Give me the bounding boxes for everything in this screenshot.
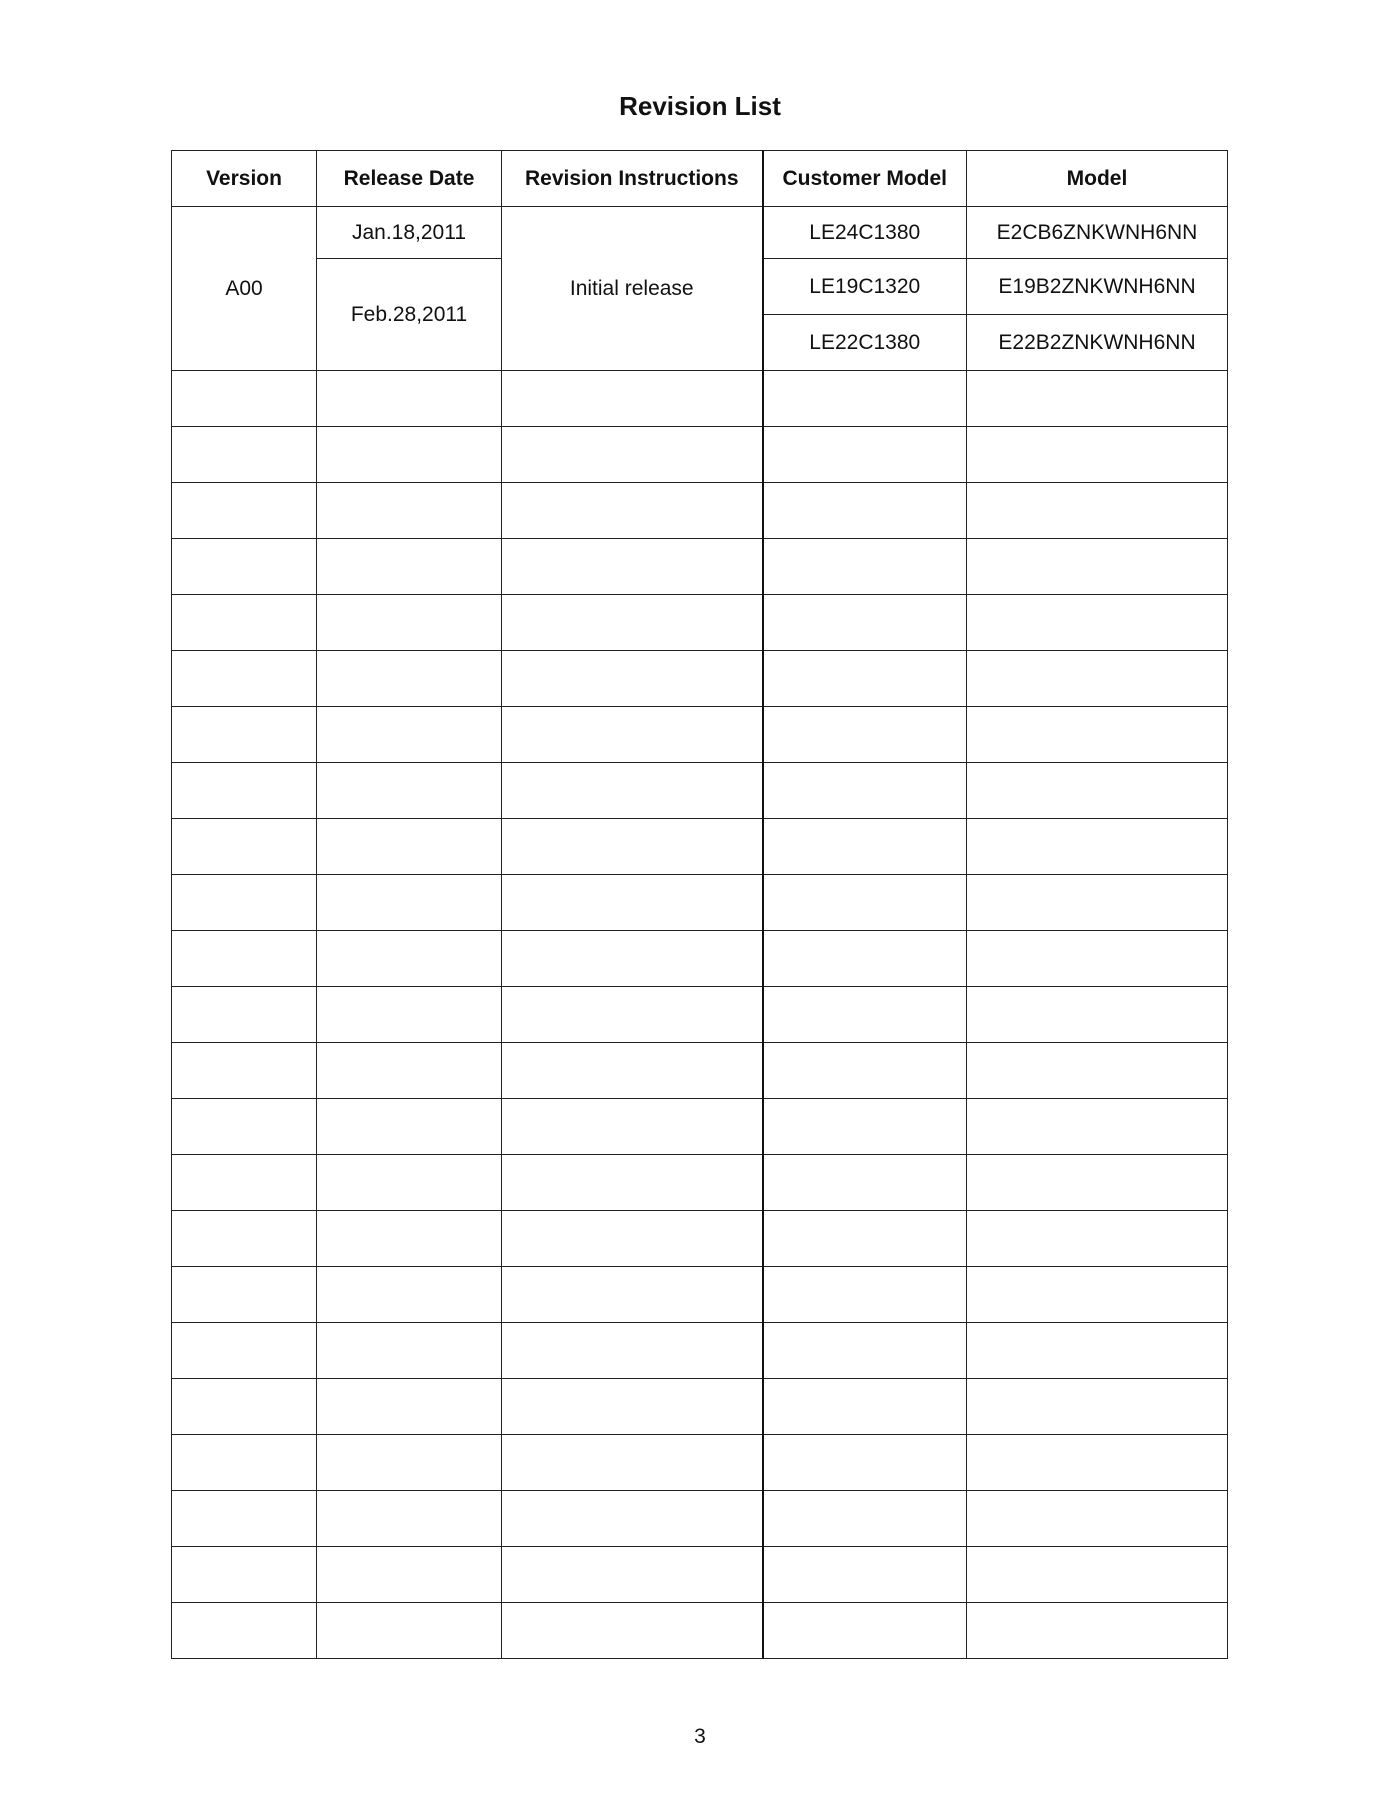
release-date-cell <box>317 371 502 427</box>
version-cell <box>172 1547 317 1603</box>
model-cell <box>967 595 1228 651</box>
revision-instructions-cell <box>502 1267 763 1323</box>
version-cell <box>172 931 317 987</box>
release-date-cell <box>317 1099 502 1155</box>
release-date-cell <box>317 427 502 483</box>
customer-model-cell <box>763 763 967 819</box>
empty-table-row <box>172 1211 1228 1267</box>
version-cell <box>172 1323 317 1379</box>
customer-model-cell: LE24C1380 <box>763 207 967 259</box>
release-date-cell <box>317 819 502 875</box>
header-revision-instructions: Revision Instructions <box>502 151 763 207</box>
version-cell <box>172 1043 317 1099</box>
empty-table-row <box>172 1547 1228 1603</box>
revision-instructions-cell <box>502 763 763 819</box>
model-cell <box>967 1267 1228 1323</box>
version-cell <box>172 1491 317 1547</box>
version-cell <box>172 651 317 707</box>
model-cell <box>967 1379 1228 1435</box>
customer-model-cell <box>763 987 967 1043</box>
version-cell <box>172 707 317 763</box>
empty-table-row <box>172 595 1228 651</box>
model-cell <box>967 1323 1228 1379</box>
customer-model-cell <box>763 371 967 427</box>
revision-instructions-cell <box>502 539 763 595</box>
empty-table-row <box>172 371 1228 427</box>
empty-table-row <box>172 875 1228 931</box>
revision-instructions-cell: Initial release <box>502 207 763 371</box>
revision-instructions-cell <box>502 1323 763 1379</box>
customer-model-cell <box>763 1435 967 1491</box>
customer-model-cell <box>763 427 967 483</box>
release-date-cell: Feb.28,2011 <box>317 259 502 371</box>
model-cell <box>967 1099 1228 1155</box>
version-cell <box>172 595 317 651</box>
revision-instructions-cell <box>502 1547 763 1603</box>
header-model: Model <box>967 151 1228 207</box>
empty-table-row <box>172 1379 1228 1435</box>
customer-model-cell <box>763 1491 967 1547</box>
release-date-cell <box>317 1603 502 1659</box>
revision-instructions-cell <box>502 987 763 1043</box>
model-cell <box>967 987 1228 1043</box>
release-date-cell <box>317 931 502 987</box>
revision-instructions-cell <box>502 1211 763 1267</box>
model-cell <box>967 651 1228 707</box>
model-cell <box>967 1435 1228 1491</box>
empty-table-row <box>172 1155 1228 1211</box>
empty-table-row <box>172 1043 1228 1099</box>
version-cell <box>172 427 317 483</box>
table-row <box>172 207 1228 259</box>
release-date-cell: Jan.18,2011 <box>317 207 502 259</box>
empty-table-row <box>172 539 1228 595</box>
version-cell: A00 <box>172 207 317 371</box>
header-row <box>172 151 1228 207</box>
header-customer-model: Customer Model <box>763 151 967 207</box>
revision-table <box>171 150 1228 1659</box>
version-cell <box>172 1379 317 1435</box>
header-release-date: Release Date <box>317 151 502 207</box>
model-cell <box>967 763 1228 819</box>
revision-instructions-cell <box>502 1099 763 1155</box>
model-cell <box>967 875 1228 931</box>
customer-model-cell: LE19C1320 <box>763 259 967 315</box>
empty-table-row <box>172 1323 1228 1379</box>
empty-table-row <box>172 707 1228 763</box>
release-date-cell <box>317 483 502 539</box>
revision-instructions-cell <box>502 427 763 483</box>
revision-instructions-cell <box>502 1043 763 1099</box>
revision-instructions-cell <box>502 595 763 651</box>
revision-instructions-cell <box>502 1435 763 1491</box>
revision-instructions-cell <box>502 931 763 987</box>
version-cell <box>172 875 317 931</box>
release-date-cell <box>317 707 502 763</box>
revision-instructions-cell <box>502 1491 763 1547</box>
customer-model-cell <box>763 1603 967 1659</box>
customer-model-cell <box>763 595 967 651</box>
empty-table-row <box>172 819 1228 875</box>
customer-model-cell <box>763 931 967 987</box>
revision-instructions-cell <box>502 483 763 539</box>
revision-instructions-cell <box>502 651 763 707</box>
model-cell <box>967 483 1228 539</box>
empty-table-row <box>172 1267 1228 1323</box>
customer-model-cell <box>763 875 967 931</box>
customer-model-cell <box>763 1043 967 1099</box>
customer-model-cell <box>763 1155 967 1211</box>
release-date-cell <box>317 763 502 819</box>
release-date-cell <box>317 651 502 707</box>
customer-model-cell <box>763 1267 967 1323</box>
page-number: 3 <box>694 1725 706 1748</box>
empty-table-row <box>172 763 1228 819</box>
release-date-cell <box>317 875 502 931</box>
customer-model-cell <box>763 1099 967 1155</box>
header-version: Version <box>172 151 317 207</box>
release-date-cell <box>317 1435 502 1491</box>
empty-table-row <box>172 1603 1228 1659</box>
release-date-cell <box>317 1491 502 1547</box>
version-cell <box>172 1155 317 1211</box>
empty-table-row <box>172 427 1228 483</box>
release-date-cell <box>317 1379 502 1435</box>
release-date-cell <box>317 1155 502 1211</box>
release-date-cell <box>317 595 502 651</box>
model-cell <box>967 1043 1228 1099</box>
customer-model-cell: LE22C1380 <box>763 315 967 371</box>
revision-instructions-cell <box>502 1603 763 1659</box>
version-cell <box>172 987 317 1043</box>
customer-model-cell <box>763 539 967 595</box>
model-cell <box>967 427 1228 483</box>
customer-model-cell <box>763 819 967 875</box>
model-cell: E2CB6ZNKWNH6NN <box>967 207 1228 259</box>
version-cell <box>172 1099 317 1155</box>
model-cell <box>967 1491 1228 1547</box>
version-cell <box>172 1211 317 1267</box>
empty-table-row <box>172 1435 1228 1491</box>
empty-table-row <box>172 483 1228 539</box>
customer-model-cell <box>763 651 967 707</box>
customer-model-cell <box>763 483 967 539</box>
version-cell <box>172 1267 317 1323</box>
model-cell <box>967 371 1228 427</box>
version-cell <box>172 371 317 427</box>
model-cell <box>967 1155 1228 1211</box>
model-cell: E22B2ZNKWNH6NN <box>967 315 1228 371</box>
customer-model-cell <box>763 707 967 763</box>
version-cell <box>172 819 317 875</box>
model-cell <box>967 931 1228 987</box>
revision-instructions-cell <box>502 371 763 427</box>
revision-instructions-cell <box>502 819 763 875</box>
empty-table-row <box>172 987 1228 1043</box>
empty-table-row <box>172 1491 1228 1547</box>
release-date-cell <box>317 1267 502 1323</box>
revision-instructions-cell <box>502 1155 763 1211</box>
empty-table-row <box>172 651 1228 707</box>
version-cell <box>172 763 317 819</box>
release-date-cell <box>317 1323 502 1379</box>
release-date-cell <box>317 987 502 1043</box>
customer-model-cell <box>763 1211 967 1267</box>
version-cell <box>172 1603 317 1659</box>
release-date-cell <box>317 539 502 595</box>
model-cell <box>967 1547 1228 1603</box>
page-title: Revision List <box>619 91 781 121</box>
empty-table-row <box>172 931 1228 987</box>
version-cell <box>172 483 317 539</box>
customer-model-cell <box>763 1379 967 1435</box>
customer-model-cell <box>763 1547 967 1603</box>
customer-model-cell <box>763 1323 967 1379</box>
release-date-cell <box>317 1547 502 1603</box>
model-cell <box>967 1603 1228 1659</box>
model-cell <box>967 707 1228 763</box>
empty-table-row <box>172 1099 1228 1155</box>
release-date-cell <box>317 1043 502 1099</box>
model-cell <box>967 1211 1228 1267</box>
version-cell <box>172 1435 317 1491</box>
version-cell <box>172 539 317 595</box>
revision-instructions-cell <box>502 875 763 931</box>
model-cell <box>967 539 1228 595</box>
revision-instructions-cell <box>502 1379 763 1435</box>
revision-instructions-cell <box>502 707 763 763</box>
release-date-cell <box>317 1211 502 1267</box>
model-cell <box>967 819 1228 875</box>
model-cell: E19B2ZNKWNH6NN <box>967 259 1228 315</box>
